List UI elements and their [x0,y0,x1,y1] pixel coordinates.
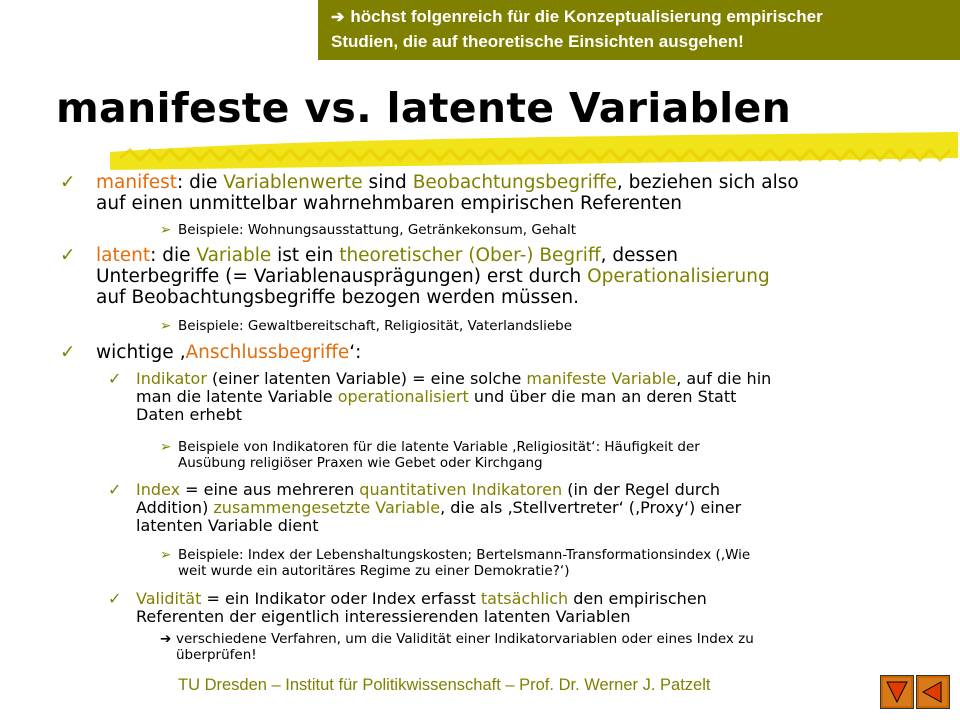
callout-box [318,0,960,60]
sub-indikator-line-2: man die latente Variable operationalisiert und über die man an deren Statt [136,387,737,406]
checkmark-icon: ✓ [108,589,122,608]
example-indikator: Beispiele von Indikatoren für die latente Variable ‚Religiosität‘: Häufigkeit der Ausübung religiöser Praxen wie Gebet oder Kirchgang [178,439,700,471]
example-index: Beispiele: Index der Lebenshaltungskosten; Bertelsmann-Transformationsindex (‚Wie weit wurde ein autoritäres Regime zu einer Demokratie?‘) [178,547,751,579]
sub-validitaet-line-1: Validität = ein Indikator oder Index erfasst tatsächlich den empirischen [136,589,707,608]
prev-slide-button[interactable] [916,675,950,709]
bullet-manifest-line-1: manifest: die Variablenwerte sind Beobachtungsbegriffe, beziehen sich also [96,172,799,193]
slide-title: manifeste vs. latente Variablen [56,84,792,132]
arrow-right-icon: ➔ [331,9,345,26]
bullet-latent-line-3: auf Beobachtungsbegriffe bezogen werden müssen. [96,287,579,308]
sub-index [136,481,741,535]
footer-text: TU Dresden – Institut für Politikwissenschaft – Prof. Dr. Werner J. Patzelt [178,676,711,694]
prev-slide-icon [917,676,949,708]
checkmark-icon: ✓ [108,369,122,388]
example-manifest: Beispiele: Wohnungsausstattung, Getränkekonsum, Gehalt [178,222,577,238]
sub-validitaet-line-2: Referenten der eigentlich interessierenden latenten Variablen [136,607,631,626]
checkmark-icon: ✓ [108,480,122,499]
sub-indikator-line-1: Indikator (einer latenten Variable) = eine solche manifeste Variable, auf die hin [136,369,772,388]
bullet-latent-line-1: latent: die Variable ist ein theoretischer (Ober-) Begriff, dessen [96,245,678,266]
bullet-manifest-line-2: auf einen unmittelbar wahrnehmbaren empirischen Referenten [96,193,683,214]
checkmark-icon: ✓ [60,245,76,266]
bullet-latent [96,245,770,308]
example-validitaet: verschiedene Verfahren, um die Validität einer Indikatorvariablen oder eines Index zu überprüfen! [176,631,754,663]
callout-line-2: Studien, die auf theoretische Einsichten ausgehen! [331,32,744,51]
checkmark-icon: ✓ [60,172,76,193]
arrowhead-icon: ➢ [160,318,172,334]
sub-indikator-line-3: Daten erhebt [136,405,243,424]
arrow-right-icon: ➔ [160,631,172,647]
sub-indikator [136,370,771,424]
bullet-latent-line-2: Unterbegriffe (= Variablenausprägungen) erst durch Operationalisierung [96,266,770,287]
arrowhead-icon: ➢ [160,439,172,455]
sub-validitaet [136,590,707,626]
example-latent: Beispiele: Gewaltbereitschaft, Religiosität, Vaterlandsliebe [178,318,573,334]
sub-index-line-1: Index = eine aus mehreren quantitativen Indikatoren (in der Regel durch [136,480,721,499]
bullet-manifest [96,172,799,214]
sub-index-line-3: latenten Variable dient [136,516,319,535]
sub-index-line-2: Addition) zusammengesetzte Variable, die als ‚Stellvertreter‘ (‚Proxy‘) einer [136,498,742,517]
callout-line-1: ➔ höchst folgenreich für die Konzeptualisierung empirischer [331,7,823,26]
back-button[interactable] [880,675,914,709]
back-arrow-icon [881,676,913,708]
checkmark-icon: ✓ [60,342,76,363]
highlighter-swoosh [110,128,960,174]
arrowhead-icon: ➢ [160,222,172,238]
bullet-anschlussbegriffe: wichtige ‚Anschlussbegriffe‘: [96,342,362,363]
arrowhead-icon: ➢ [160,547,172,563]
